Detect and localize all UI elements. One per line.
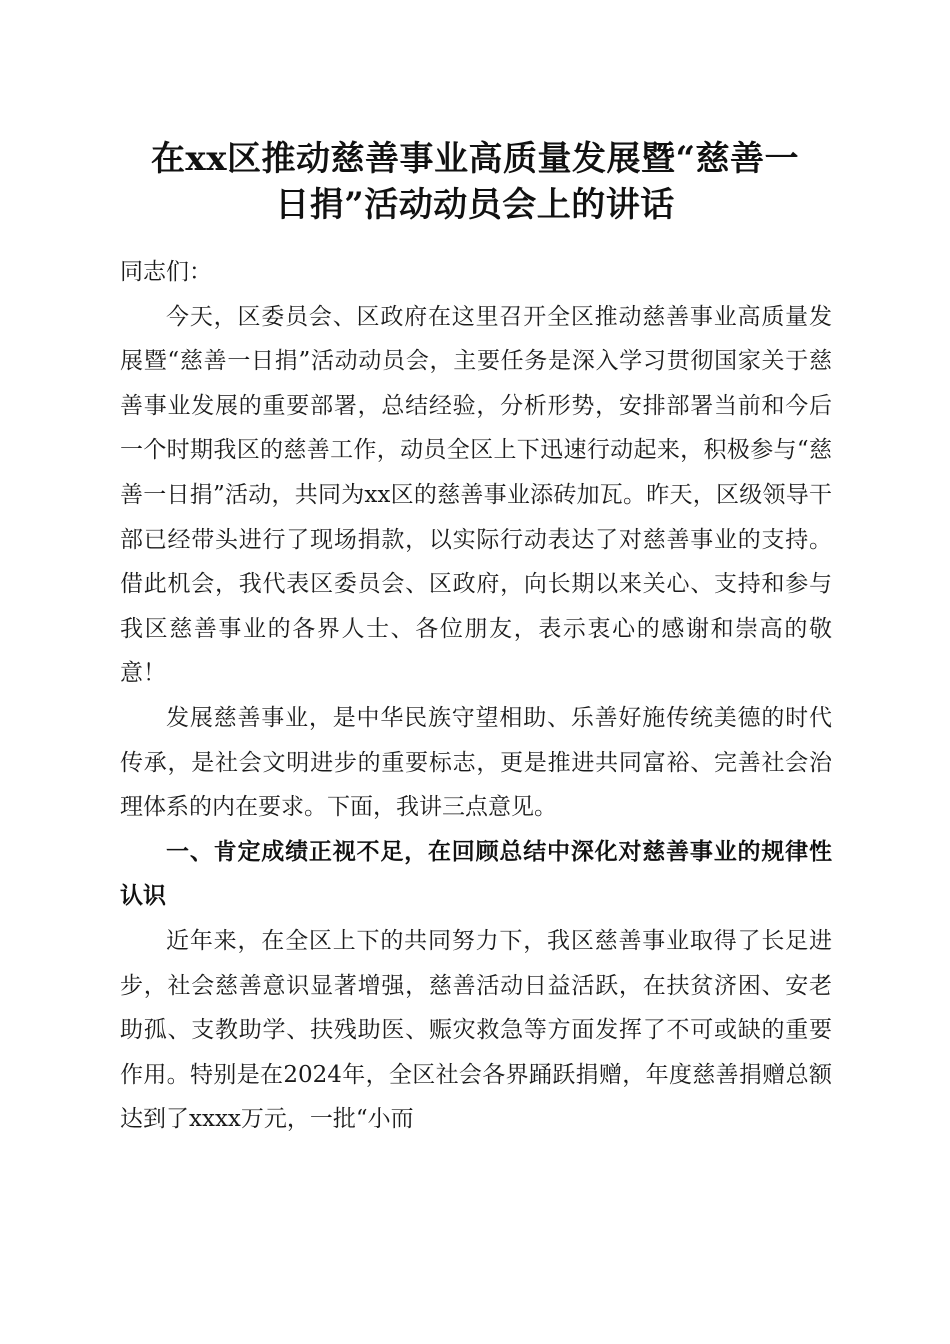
paragraph-achievements: 近年来，在全区上下的共同努力下，我区慈善事业取得了长足进步，社会慈善意识显著增强，慈善活动日益活跃，在扶贫济困、安老助孤、支教助学、扶残助医、赈灾救急等方面发挥了不可或缺的重要作用。特别是在2024年，全区社会各界踊跃捐赠，年度慈善捐赠总额达到了xxxx万元，一批“小而: [120, 927, 832, 1133]
paragraph-opening: 今天，区委员会、区政府在这里召开全区推动慈善事业高质量发展暨“慈善一日捐”活动动员会，主要任务是深入学习贯彻国家关于慈善事业发展的重要部署，总结经验，分析形势，安排部署当前和今后一个时期我区的慈善工作，动员全区上下迅速行动起来，积极参与“慈善一日捐”活动，共同为xx区的慈善事业添砖加瓦。昨天，区级领导干部已经带头进行了现场捐款，以实际行动表达了对慈善事业的支持。借此机会，我代表区委员会、区政府，向长期以来关心、支持和参与我区慈善事业的各界人士、各位朋友，表示衷心的感谢和崇高的敬意！: [120, 303, 832, 687]
document-title: [110, 136, 840, 228]
salutation: 同志们：: [120, 259, 212, 285]
title-line-2: 日捐”活动动员会上的讲话: [275, 185, 675, 225]
paragraph-significance: 发展慈善事业，是中华民族守望相助、乐善好施传统美德的时代传承，是社会文明进步的重要标志，更是推进共同富裕、完善社会治理体系的内在要求。下面，我讲三点意见。: [120, 704, 832, 821]
document-body: [120, 250, 832, 1142]
title-line-1: 在xx区推动慈善事业高质量发展暨“慈善一: [150, 139, 800, 179]
section-heading-1: 一、肯定成绩正视不足，在回顾总结中深化对慈善事业的规律性认识: [120, 838, 832, 910]
